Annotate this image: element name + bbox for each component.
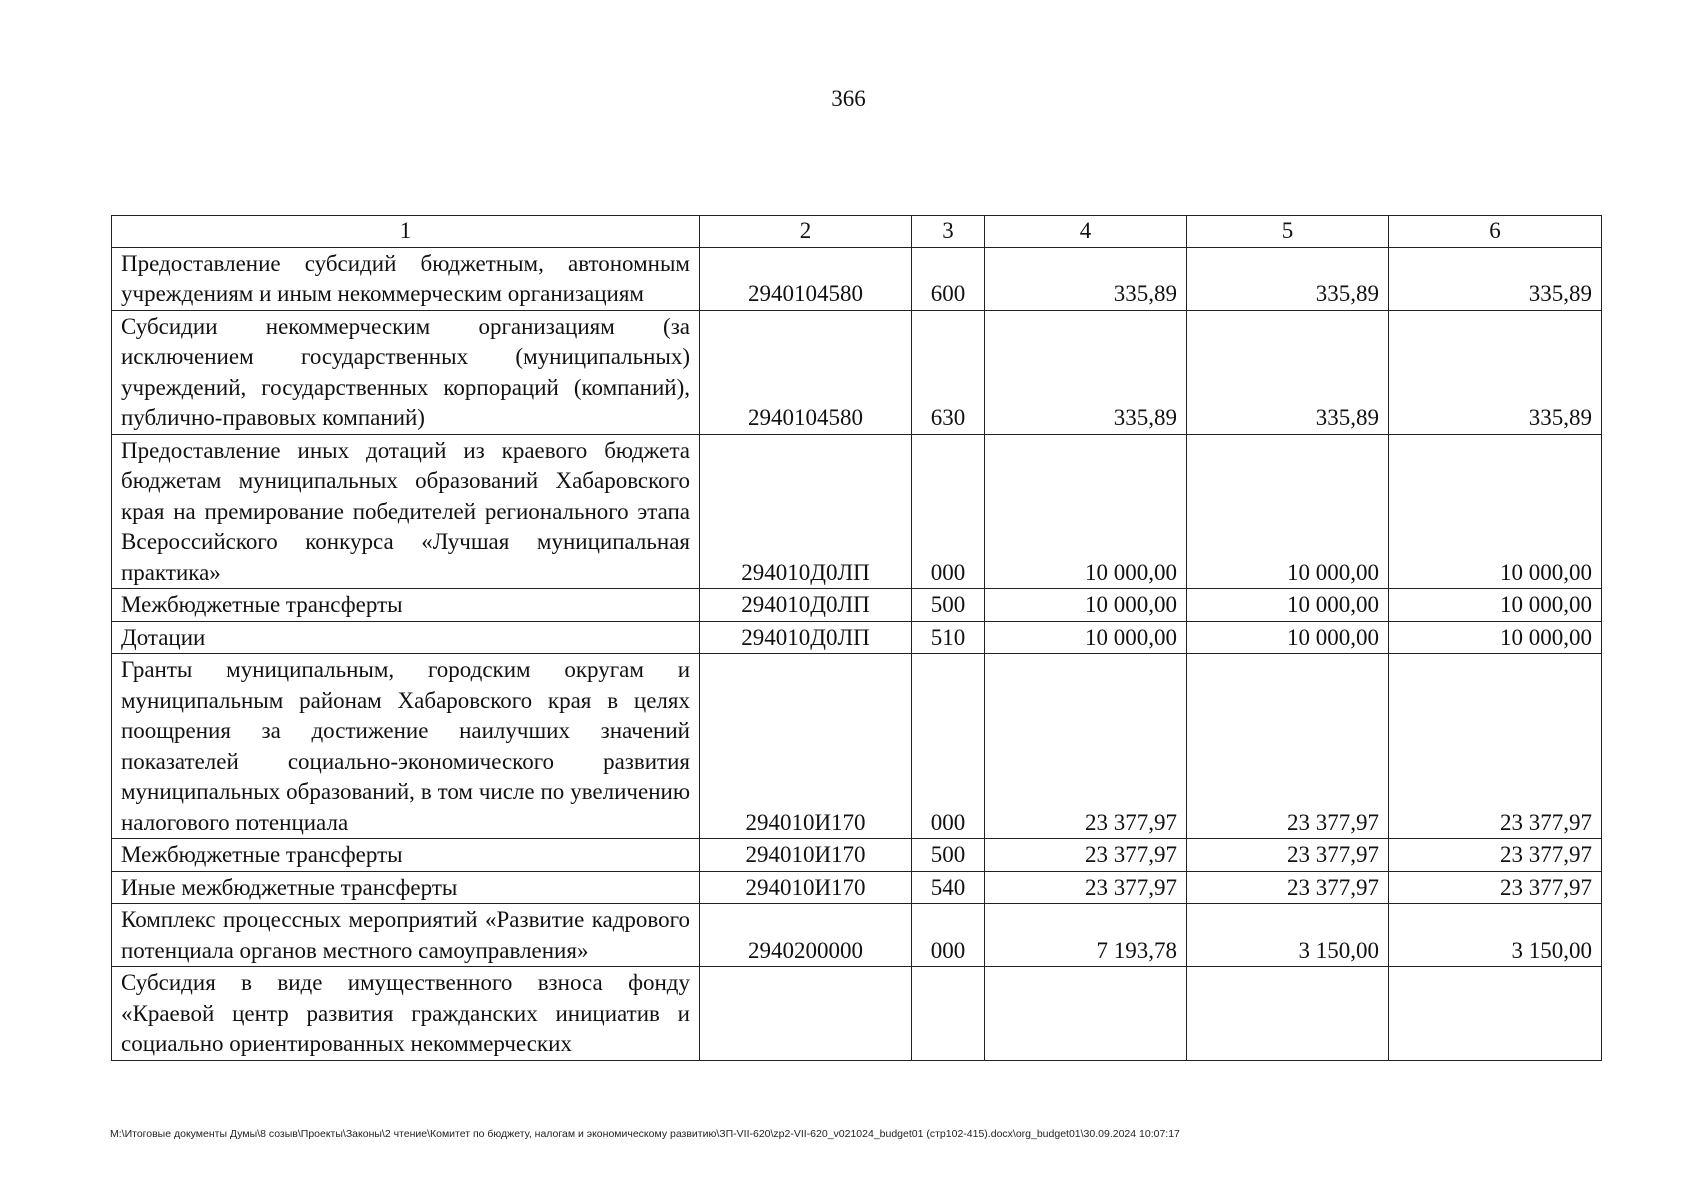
- row-type: [912, 967, 985, 1061]
- column-header: 6: [1389, 216, 1602, 248]
- row-type: 500: [912, 839, 985, 872]
- row-code: [700, 967, 912, 1061]
- row-name: Субсидии некоммерческим организациям (за исключением государственных (муниципальных) учреждений, государственных корпораций (компаний), публично-правовых компаний): [112, 310, 700, 434]
- row-value-5: 335,89: [1187, 247, 1389, 310]
- row-value-4: 335,89: [985, 247, 1187, 310]
- row-value-6: 335,89: [1389, 247, 1602, 310]
- row-value-6: [1389, 967, 1602, 1061]
- column-header: 3: [912, 216, 985, 248]
- row-name: Гранты муниципальным, городским округам и муниципальным районам Хабаровского края в целях поощрения за достижение наилучших значений показателей социально-экономического развития муниципальных образований, в том числе по увеличению налогового потенциала: [112, 654, 700, 839]
- row-value-5: 10 000,00: [1187, 621, 1389, 654]
- table-row: [112, 621, 1602, 654]
- row-name: Предоставление субсидий бюджетным, автономным учреждениям и иным некоммерческим организациям: [112, 247, 700, 310]
- row-value-5: 10 000,00: [1187, 434, 1389, 589]
- row-name: Межбюджетные трансферты: [112, 839, 700, 872]
- row-value-5: 23 377,97: [1187, 654, 1389, 839]
- row-value-4: 10 000,00: [985, 621, 1187, 654]
- row-value-6: 23 377,97: [1389, 839, 1602, 872]
- column-header: 4: [985, 216, 1187, 248]
- row-code: 294010Д0ЛП: [700, 621, 912, 654]
- row-value-6: 3 150,00: [1389, 904, 1602, 967]
- table-row: [112, 589, 1602, 622]
- row-value-4: 23 377,97: [985, 654, 1187, 839]
- column-header: 1: [112, 216, 700, 248]
- row-value-5: 10 000,00: [1187, 589, 1389, 622]
- row-type: 630: [912, 310, 985, 434]
- row-value-6: 23 377,97: [1389, 871, 1602, 904]
- page-number: 366: [831, 86, 866, 111]
- row-name: Субсидия в виде имущественного взноса фонду «Краевой центр развития гражданских инициатив и социально ориентированных некоммерческих: [112, 967, 700, 1061]
- row-code: 294010И170: [700, 871, 912, 904]
- row-value-6: 335,89: [1389, 310, 1602, 434]
- row-value-4: [985, 967, 1187, 1061]
- row-value-5: 23 377,97: [1187, 839, 1389, 872]
- row-value-4: 335,89: [985, 310, 1187, 434]
- row-code: 294010Д0ЛП: [700, 434, 912, 589]
- table-row: [112, 310, 1602, 434]
- table-row: [112, 247, 1602, 310]
- row-type: 000: [912, 434, 985, 589]
- row-type: 540: [912, 871, 985, 904]
- row-code: 294010И170: [700, 654, 912, 839]
- row-type: 500: [912, 589, 985, 622]
- footer-file-path: М:\Итоговые документы Думы\8 созыв\Проекты\Законы\2 чтение\Комитет по бюджету, налогам и экономическому развитию\ЗП-VII-620\zp2-VII-620_v021024_budget01 (стр102-415).docx\org_budget01\30.09.2024 10:07:17: [110, 1128, 1180, 1140]
- column-header: 2: [700, 216, 912, 248]
- row-code: 2940200000: [700, 904, 912, 967]
- row-value-6: 23 377,97: [1389, 654, 1602, 839]
- row-value-4: 10 000,00: [985, 434, 1187, 589]
- row-value-6: 10 000,00: [1389, 621, 1602, 654]
- row-value-4: 10 000,00: [985, 589, 1187, 622]
- row-name: Иные межбюджетные трансферты: [112, 871, 700, 904]
- row-value-6: 10 000,00: [1389, 434, 1602, 589]
- row-value-6: 10 000,00: [1389, 589, 1602, 622]
- table-header-row: [112, 216, 1602, 248]
- table-row: [112, 434, 1602, 589]
- row-value-5: [1187, 967, 1389, 1061]
- row-code: 294010И170: [700, 839, 912, 872]
- table-row: [112, 967, 1602, 1061]
- row-value-4: 7 193,78: [985, 904, 1187, 967]
- row-type: 600: [912, 247, 985, 310]
- row-value-5: 3 150,00: [1187, 904, 1389, 967]
- row-type: 000: [912, 654, 985, 839]
- row-type: 000: [912, 904, 985, 967]
- row-value-4: 23 377,97: [985, 839, 1187, 872]
- row-value-5: 23 377,97: [1187, 871, 1389, 904]
- row-code: 2940104580: [700, 310, 912, 434]
- column-header: 5: [1187, 216, 1389, 248]
- budget-table: [111, 215, 1602, 1061]
- row-code: 2940104580: [700, 247, 912, 310]
- row-name: Предоставление иных дотаций из краевого бюджета бюджетам муниципальных образований Хабаровского края на премирование победителей регионального этапа Всероссийского конкурса «Лучшая муниципальная практика»: [112, 434, 700, 589]
- table-row: [112, 654, 1602, 839]
- row-value-4: 23 377,97: [985, 871, 1187, 904]
- table-row: [112, 904, 1602, 967]
- table-row: [112, 839, 1602, 872]
- row-type: 510: [912, 621, 985, 654]
- row-name: Дотации: [112, 621, 700, 654]
- row-name: Комплекс процессных мероприятий «Развитие кадрового потенциала органов местного самоуправления»: [112, 904, 700, 967]
- table-row: [112, 871, 1602, 904]
- row-value-5: 335,89: [1187, 310, 1389, 434]
- row-code: 294010Д0ЛП: [700, 589, 912, 622]
- row-name: Межбюджетные трансферты: [112, 589, 700, 622]
